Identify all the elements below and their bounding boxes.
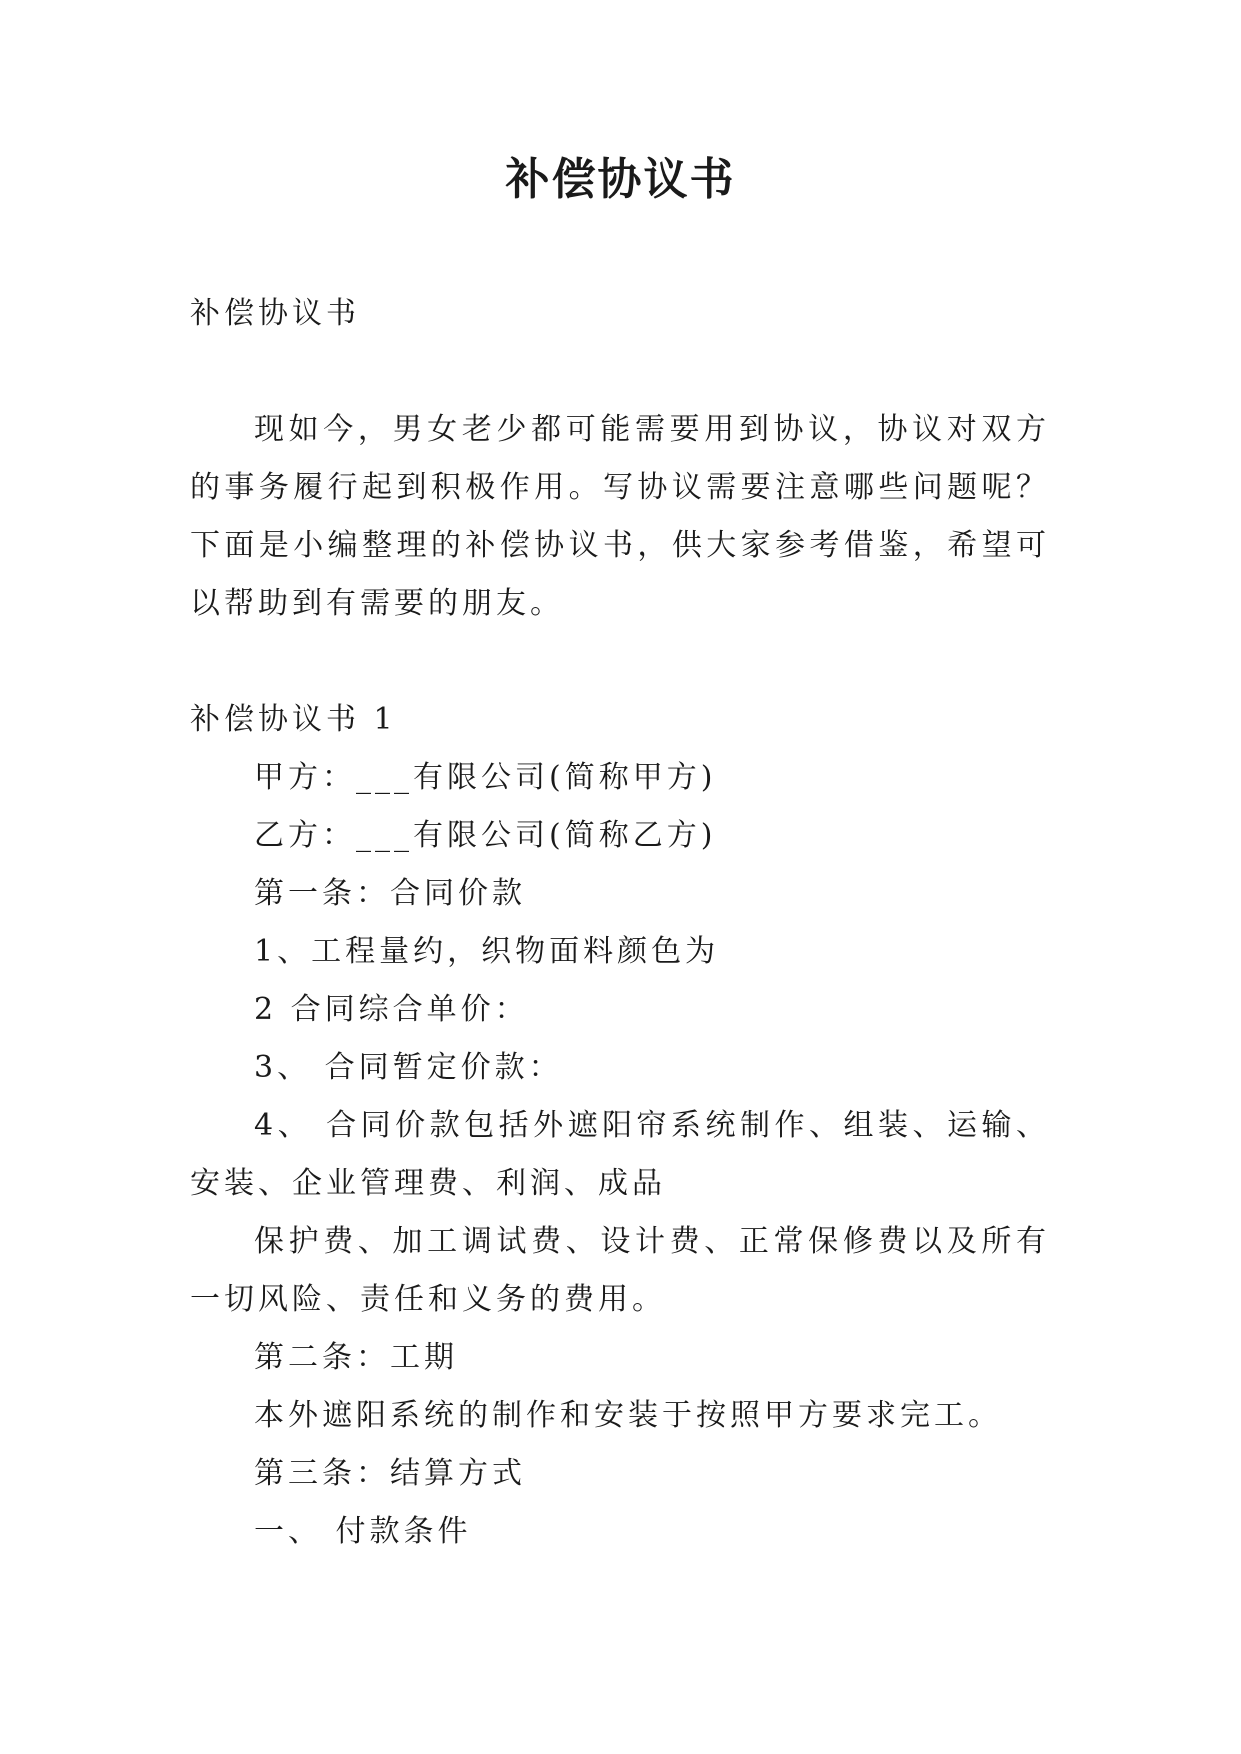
document-title: 补偿协议书 <box>505 154 736 205</box>
clause-line: 本外遮阳系统的制作和安装于按照甲方要求完工。 <box>254 1398 1002 1433</box>
document-body <box>190 285 1050 1561</box>
intro-paragraph: 现如今，男女老少都可能需要用到协议，协议对双方的事务履行起到积极作用。写协议需要注意哪些问题呢？下面是小编整理的补偿协议书，供大家参考借鉴，希望可以帮助到有需要的朋友。 <box>190 412 1050 621</box>
article-one-heading: 第一条：合同价款 <box>254 876 526 911</box>
clause-line: 2 合同综合单价： <box>254 992 529 1027</box>
clause-line: 3、 合同暂定价款： <box>254 1050 563 1085</box>
party-a-line: 甲方：___有限公司(简称甲方) <box>254 760 717 795</box>
section-heading: 补偿协议书 1 <box>190 702 397 737</box>
article-three-heading: 第三条：结算方式 <box>254 1456 526 1491</box>
clause-line: 1、工程量约，织物面料颜色为 <box>254 934 720 969</box>
article-two-heading: 第二条：工期 <box>254 1340 458 1375</box>
paragraph-spacer <box>190 633 1050 691</box>
document-subtitle: 补偿协议书 <box>190 296 360 331</box>
clause-line: 保护费、加工调试费、设计费、正常保修费以及所有一切风险、责任和义务的费用。 <box>190 1224 1050 1317</box>
clause-line: 一、 付款条件 <box>254 1514 472 1549</box>
paragraph-spacer <box>190 343 1050 401</box>
party-b-line: 乙方：___有限公司(简称乙方) <box>254 818 717 853</box>
clause-line: 4、 合同价款包括外遮阳帘系统制作、组装、运输、安装、企业管理费、利润、成品 <box>190 1108 1050 1201</box>
